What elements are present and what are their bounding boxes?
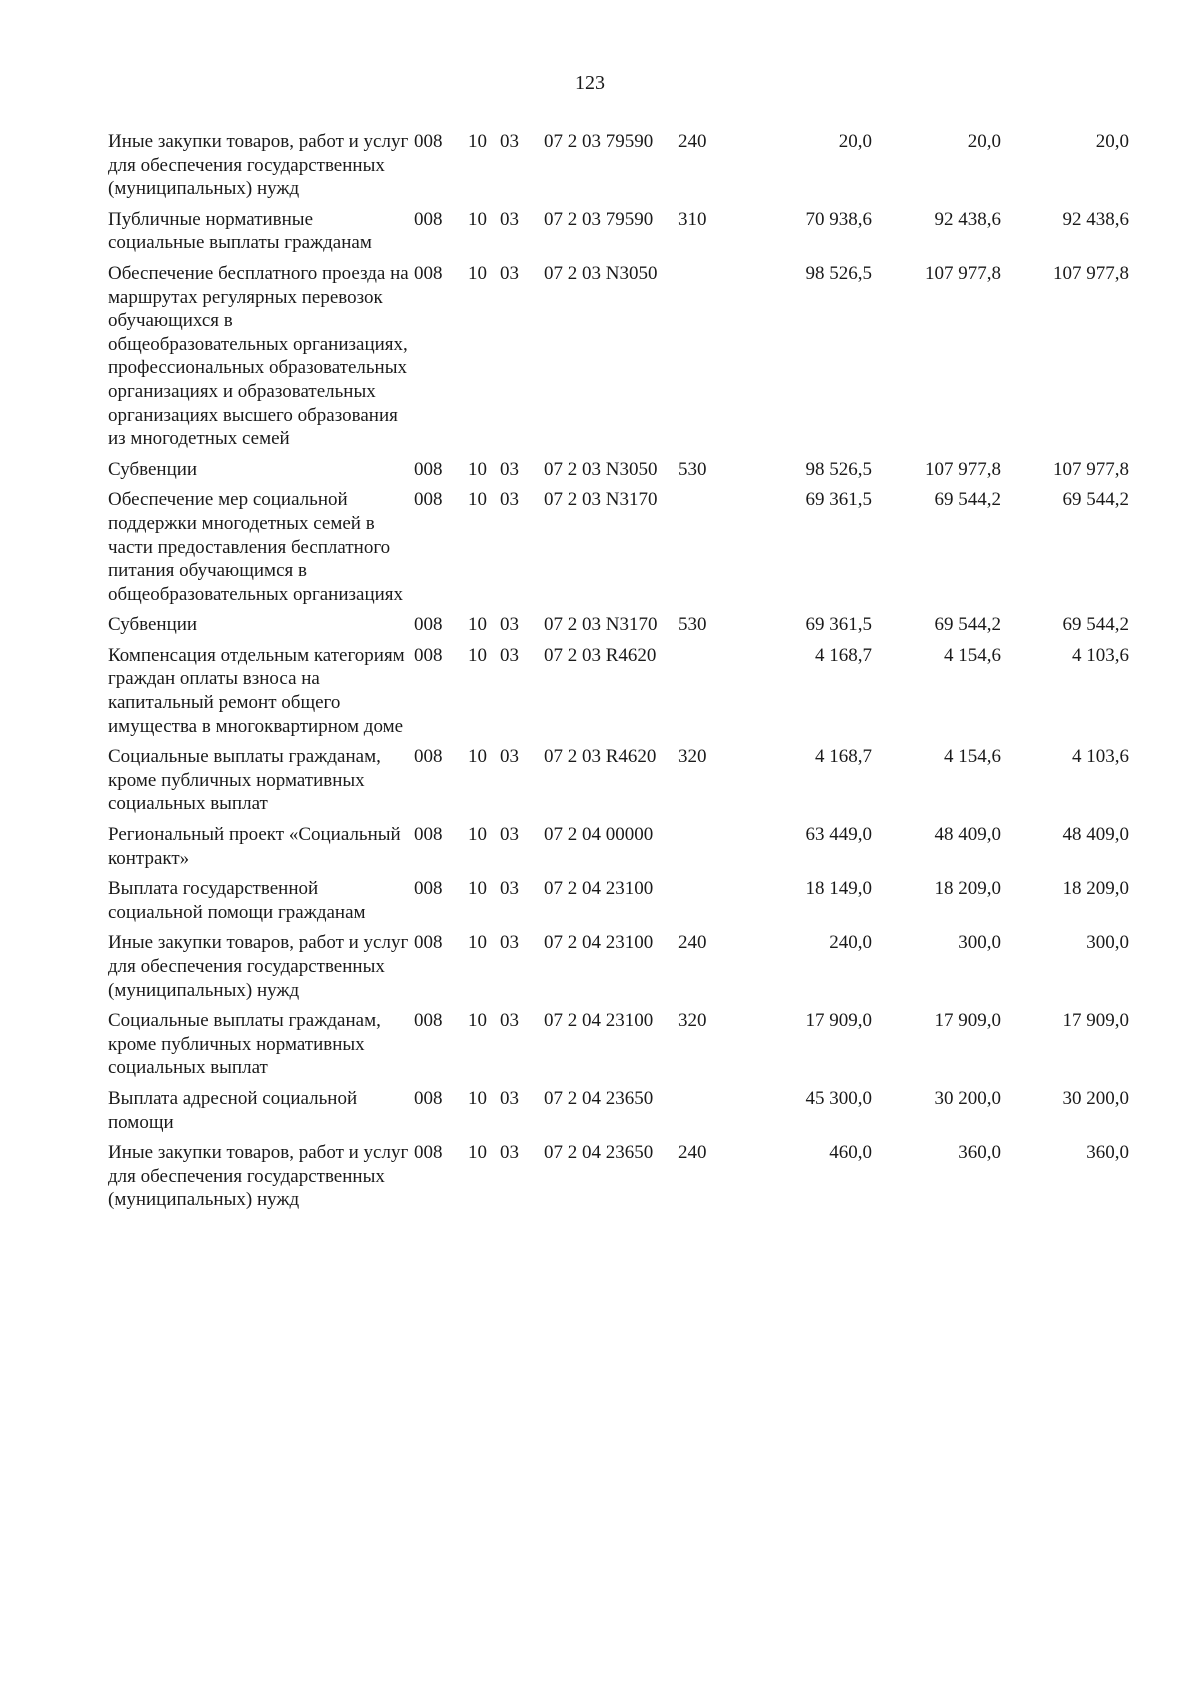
row-section-code: 10 <box>468 208 487 230</box>
row-amount-1: 69 361,5 <box>805 489 872 511</box>
row-section-code: 10 <box>468 746 487 768</box>
row-expense-type: 310 <box>678 208 707 230</box>
table-row <box>108 644 1188 738</box>
row-subsection-code: 03 <box>500 824 519 846</box>
row-target-article: 07 2 03 N3050 <box>544 262 658 284</box>
row-expense-type: 240 <box>678 1142 707 1164</box>
row-section-code: 10 <box>468 932 487 954</box>
row-amount-1: 17 909,0 <box>805 1010 872 1032</box>
row-subsection-code: 03 <box>500 932 519 954</box>
row-amount-3: 4 103,6 <box>1072 746 1129 768</box>
row-name: Выплата адресной социальной помощи <box>108 1087 358 1133</box>
row-section-code: 10 <box>468 458 487 480</box>
row-section-code: 10 <box>468 644 487 666</box>
row-target-article: 07 2 03 N3050 <box>544 458 658 480</box>
budget-table <box>108 130 1188 1219</box>
row-amount-2: 17 909,0 <box>934 1010 1001 1032</box>
row-expense-type: 240 <box>678 932 707 954</box>
row-amount-1: 45 300,0 <box>805 1087 872 1109</box>
row-subsection-code: 03 <box>500 746 519 768</box>
row-admin-code: 008 <box>414 208 443 230</box>
row-amount-2: 4 154,6 <box>944 644 1001 666</box>
row-section-code: 10 <box>468 614 487 636</box>
table-row <box>108 130 1188 201</box>
row-name: Социальные выплаты гражданам, кроме публичных нормативных социальных выплат <box>108 1010 381 1079</box>
row-target-article: 07 2 03 R4620 <box>544 746 657 768</box>
table-row <box>108 877 1188 924</box>
row-admin-code: 008 <box>414 262 443 284</box>
row-target-article: 07 2 03 79590 <box>544 131 654 152</box>
row-amount-1: 69 361,5 <box>805 614 872 636</box>
row-amount-2: 360,0 <box>958 1142 1001 1164</box>
table-row <box>108 931 1188 1002</box>
row-section-code: 10 <box>468 262 487 284</box>
row-target-article: 07 2 03 79590 <box>544 208 654 230</box>
row-amount-2: 4 154,6 <box>944 746 1001 768</box>
row-admin-code: 008 <box>414 1010 443 1032</box>
row-admin-code: 008 <box>414 1087 443 1109</box>
row-amount-2: 107 977,8 <box>925 262 1001 284</box>
row-name: Региональный проект «Социальный контракт» <box>108 824 401 869</box>
row-section-code: 10 <box>468 1087 487 1109</box>
row-amount-1: 63 449,0 <box>805 824 872 846</box>
row-amount-3: 69 544,2 <box>1062 489 1129 511</box>
row-amount-1: 98 526,5 <box>805 262 872 284</box>
row-amount-3: 300,0 <box>1086 932 1129 954</box>
table-row <box>108 262 1188 451</box>
row-amount-3: 107 977,8 <box>1053 262 1129 284</box>
row-section-code: 10 <box>468 489 487 511</box>
row-amount-3: 360,0 <box>1086 1142 1129 1164</box>
row-subsection-code: 03 <box>500 131 519 152</box>
row-expense-type: 530 <box>678 458 707 480</box>
row-admin-code: 008 <box>414 489 443 511</box>
row-expense-type: 320 <box>678 746 707 768</box>
row-admin-code: 008 <box>414 878 443 900</box>
row-amount-3: 69 544,2 <box>1062 614 1129 636</box>
row-amount-2: 69 544,2 <box>934 614 1001 636</box>
row-subsection-code: 03 <box>500 489 519 511</box>
row-amount-1: 20,0 <box>838 131 872 152</box>
row-amount-1: 460,0 <box>829 1142 872 1164</box>
row-target-article: 07 2 04 23100 <box>544 1010 654 1032</box>
row-subsection-code: 03 <box>500 458 519 480</box>
row-amount-1: 4 168,7 <box>815 746 872 768</box>
row-amount-3: 92 438,6 <box>1062 208 1129 230</box>
table-row <box>108 823 1188 870</box>
row-admin-code: 008 <box>414 932 443 954</box>
row-amount-1: 98 526,5 <box>805 458 872 480</box>
row-admin-code: 008 <box>414 131 443 152</box>
row-amount-2: 48 409,0 <box>934 824 1001 846</box>
row-target-article: 07 2 04 23100 <box>544 932 654 954</box>
table-row <box>108 1141 1188 1212</box>
row-section-code: 10 <box>468 1142 487 1164</box>
row-subsection-code: 03 <box>500 614 519 636</box>
row-subsection-code: 03 <box>500 1087 519 1109</box>
table-row <box>108 745 1188 816</box>
row-expense-type: 530 <box>678 614 707 636</box>
table-row <box>108 1087 1188 1134</box>
row-name: Обеспечение мер социальной поддержки многодетных семей в части предоставления бесплатного питания обучающимся в общеобразовательных организациях <box>108 489 404 605</box>
row-name: Компенсация отдельным категориям граждан оплаты взноса на капитальный ремонт общего имущества в многоквартирном доме <box>108 644 405 737</box>
row-name: Субвенции <box>108 614 198 636</box>
row-section-code: 10 <box>468 1010 487 1032</box>
row-subsection-code: 03 <box>500 878 519 900</box>
table-row <box>108 1009 1188 1080</box>
row-name: Субвенции <box>108 458 198 480</box>
row-section-code: 10 <box>468 824 487 846</box>
row-name: Публичные нормативные социальные выплаты гражданам <box>108 208 372 254</box>
row-amount-2: 69 544,2 <box>934 489 1001 511</box>
row-name: Социальные выплаты гражданам, кроме публичных нормативных социальных выплат <box>108 746 381 815</box>
row-amount-3: 4 103,6 <box>1072 644 1129 666</box>
row-amount-3: 20,0 <box>1095 131 1129 152</box>
row-amount-2: 30 200,0 <box>934 1087 1001 1109</box>
row-target-article: 07 2 04 23650 <box>544 1142 654 1164</box>
row-admin-code: 008 <box>414 644 443 666</box>
row-target-article: 07 2 04 23100 <box>544 878 654 900</box>
row-admin-code: 008 <box>414 824 443 846</box>
row-section-code: 10 <box>468 131 487 152</box>
table-row <box>108 208 1188 255</box>
row-name: Иные закупки товаров, работ и услуг для обеспечения государственных (муниципальных) нужд <box>108 1142 409 1211</box>
row-name: Иные закупки товаров, работ и услуг для обеспечения государственных (муниципальных) нужд <box>108 131 409 200</box>
row-amount-3: 30 200,0 <box>1062 1087 1129 1109</box>
row-subsection-code: 03 <box>500 1142 519 1164</box>
row-name: Выплата государственной социальной помощи гражданам <box>108 878 366 923</box>
row-amount-1: 4 168,7 <box>815 644 872 666</box>
row-amount-2: 300,0 <box>958 932 1001 954</box>
row-target-article: 07 2 04 23650 <box>544 1087 654 1109</box>
table-row <box>108 613 1188 637</box>
row-amount-1: 240,0 <box>829 932 872 954</box>
row-target-article: 07 2 03 N3170 <box>544 489 658 511</box>
row-subsection-code: 03 <box>500 208 519 230</box>
row-subsection-code: 03 <box>500 262 519 284</box>
row-admin-code: 008 <box>414 458 443 480</box>
page-number: 123 <box>575 72 605 94</box>
row-amount-3: 48 409,0 <box>1062 824 1129 846</box>
row-target-article: 07 2 03 N3170 <box>544 614 658 636</box>
row-admin-code: 008 <box>414 1142 443 1164</box>
row-name: Обеспечение бесплатного проезда на маршрутах регулярных перевозок обучающихся в общеобразовательных организациях, профессиональных образовательных организациях и образовательных организациях высшего образования из многодетных семей <box>108 262 409 450</box>
row-amount-2: 18 209,0 <box>934 878 1001 900</box>
row-subsection-code: 03 <box>500 644 519 666</box>
row-amount-1: 70 938,6 <box>805 208 872 230</box>
row-amount-1: 18 149,0 <box>805 878 872 900</box>
table-row <box>108 458 1188 482</box>
row-amount-3: 18 209,0 <box>1062 878 1129 900</box>
row-amount-2: 92 438,6 <box>934 208 1001 230</box>
row-section-code: 10 <box>468 878 487 900</box>
row-expense-type: 320 <box>678 1010 707 1032</box>
row-amount-2: 20,0 <box>967 131 1001 152</box>
row-admin-code: 008 <box>414 614 443 636</box>
row-name: Иные закупки товаров, работ и услуг для обеспечения государственных (муниципальных) нужд <box>108 932 409 1001</box>
row-admin-code: 008 <box>414 746 443 768</box>
row-amount-3: 107 977,8 <box>1053 458 1129 480</box>
row-amount-2: 107 977,8 <box>925 458 1001 480</box>
row-target-article: 07 2 03 R4620 <box>544 644 657 666</box>
row-target-article: 07 2 04 00000 <box>544 824 654 846</box>
row-amount-3: 17 909,0 <box>1062 1010 1129 1032</box>
row-subsection-code: 03 <box>500 1010 519 1032</box>
row-expense-type: 240 <box>678 131 707 152</box>
table-row <box>108 488 1188 606</box>
